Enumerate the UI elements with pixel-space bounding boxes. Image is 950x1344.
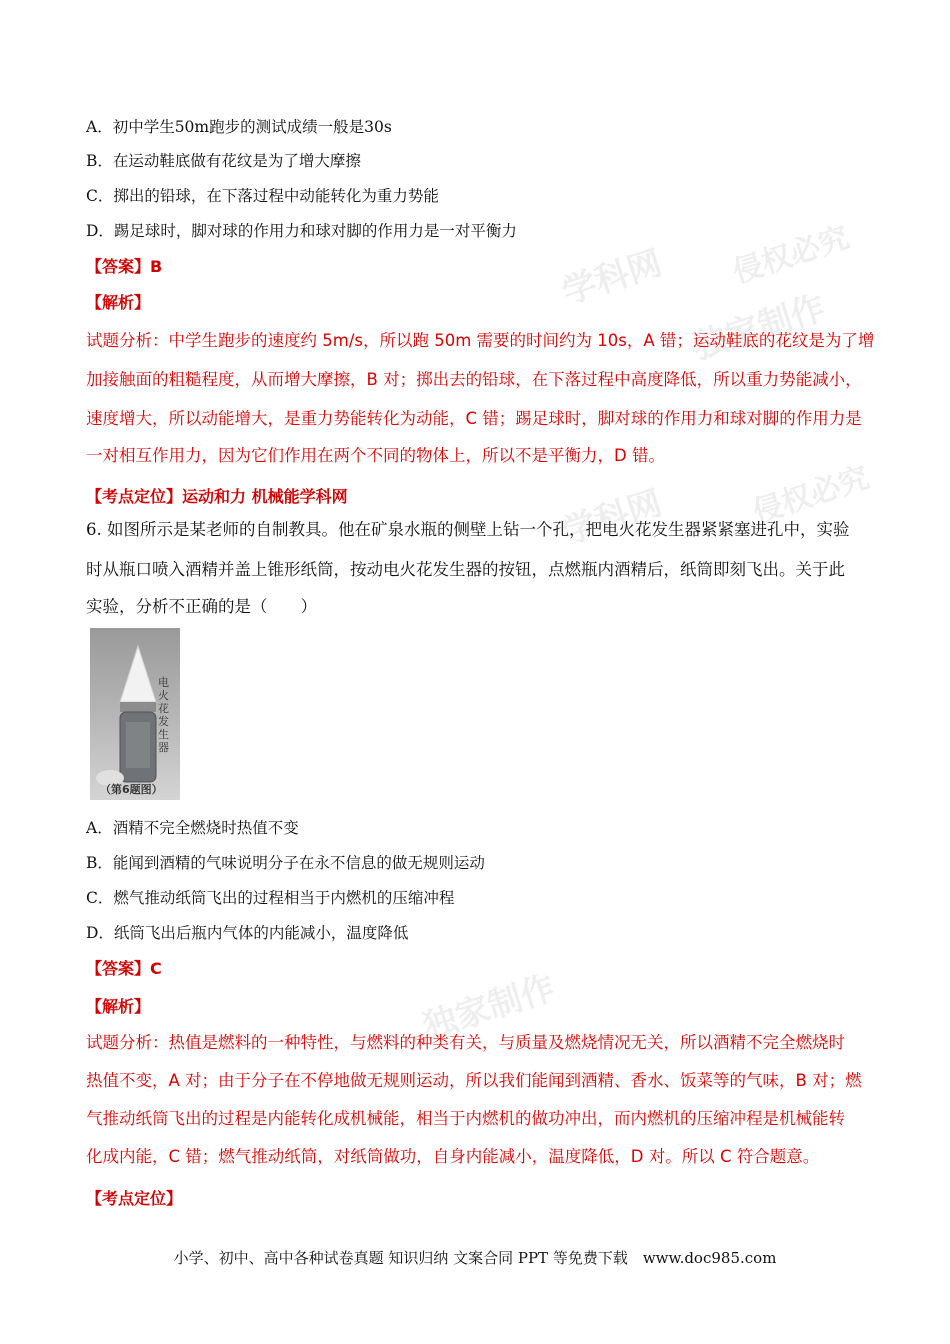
q5-analysis-line: 加接触面的粗糙程度，从而增大摩擦，B 对；掷出去的铅球，在下落过程中高度降低，所以重力势能减小， bbox=[86, 370, 862, 389]
watermark: 独家制作 bbox=[418, 967, 560, 1048]
q6-stem-line: 6. 如图所示是某老师的自制教具。他在矿泉水瓶的侧壁上钻一个孔，把电火花发生器紧紧塞进孔中，实验 bbox=[86, 520, 850, 539]
q6-option-c: C．燃气推动纸筒飞出的过程相当于内燃机的压缩冲程 bbox=[86, 889, 455, 907]
bottle-label bbox=[126, 722, 150, 768]
watermark: 学科网 bbox=[557, 243, 667, 313]
cone-paper-tube bbox=[120, 646, 156, 702]
q5-option-a: A．初中学生50m跑步的测试成绩一般是30s bbox=[86, 118, 392, 136]
spark-generator-label: 电火花发生器 bbox=[158, 676, 169, 754]
q6-stem-line: 实验，分析不正确的是（ ） bbox=[86, 597, 317, 616]
watermark: 学科网 bbox=[557, 483, 667, 553]
page-footer: 小学、初中、高中各种试卷真题 知识归纳 文案合同 PPT 等免费下载 www.doc985.com bbox=[173, 1249, 777, 1267]
q6-answer: 【答案】C bbox=[86, 959, 162, 978]
q5-keypoint: 【考点定位】运动和力 机械能学科网 bbox=[86, 487, 348, 506]
q6-analysis-line: 热值不变，A 对；由于分子在不停地做无规则运动，所以我们能闻到酒精、香水、饭菜等的气味，B 对；燃 bbox=[86, 1071, 862, 1090]
q5-analysis-line: 速度增大，所以动能增大，是重力势能转化为动能，C 错；踢足球时，脚对球的作用力和球对脚的作用力是 bbox=[86, 409, 862, 428]
q5-option-c: C．掷出的铅球，在下落过程中动能转化为重力势能 bbox=[86, 187, 439, 205]
bottle-neck bbox=[120, 702, 156, 712]
q6-option-b: B．能闻到酒精的气味说明分子在永不信息的做无规则运动 bbox=[86, 854, 485, 872]
q6-option-a: A．酒精不完全燃烧时热值不变 bbox=[86, 819, 299, 837]
q5-analysis-line: 一对相互作用力，因为它们作用在两个不同的物体上，所以不是平衡力，D 错。 bbox=[86, 446, 665, 465]
q6-keypoint: 【考点定位】 bbox=[86, 1189, 183, 1208]
q5-option-b: B．在运动鞋底做有花纹是为了增大摩擦 bbox=[86, 152, 361, 170]
q6-analysis-line: 试题分析：热值是燃料的一种特性，与燃料的种类有关，与质量及燃烧情况无关，所以酒精不完全燃烧时 bbox=[86, 1033, 845, 1052]
q6-figure-photo bbox=[90, 628, 180, 800]
watermark: 独家制作 bbox=[688, 287, 830, 368]
q5-answer: 【答案】B bbox=[86, 257, 163, 276]
q5-option-d: D．踢足球时，脚对球的作用力和球对脚的作用力是一对平衡力 bbox=[86, 222, 517, 240]
q6-option-d: D．纸筒飞出后瓶内气体的内能减小，温度降低 bbox=[86, 924, 409, 942]
watermark: 侵权必究 bbox=[748, 460, 874, 531]
watermark: 侵权必究 bbox=[728, 220, 854, 291]
q5-analysis-line: 试题分析：中学生跑步的速度约 5m/s，所以跑 50m 需要的时间约为 10s，A 错；运动鞋底的花纹是为了增 bbox=[86, 331, 875, 350]
q6-stem-line: 时从瓶口喷入酒精并盖上锥形纸筒，按动电火花发生器的按钮，点燃瓶内酒精后，纸筒即刻飞出。关于此 bbox=[86, 560, 845, 579]
q6-analysis-line: 化成内能，C 错；燃气推动纸筒，对纸筒做功，自身内能减小，温度降低，D 对。所以 C 符合题意。 bbox=[86, 1147, 820, 1166]
q6-analysis-label: 【解析】 bbox=[86, 997, 151, 1016]
q6-analysis-line: 气推动纸筒飞出的过程是内能转化成机械能，相当于内燃机的做功冲出，而内燃机的压缩冲程是机械能转 bbox=[86, 1109, 845, 1128]
q6-figure-caption: （第6题图） bbox=[100, 783, 163, 796]
q5-analysis-label: 【解析】 bbox=[86, 293, 151, 312]
